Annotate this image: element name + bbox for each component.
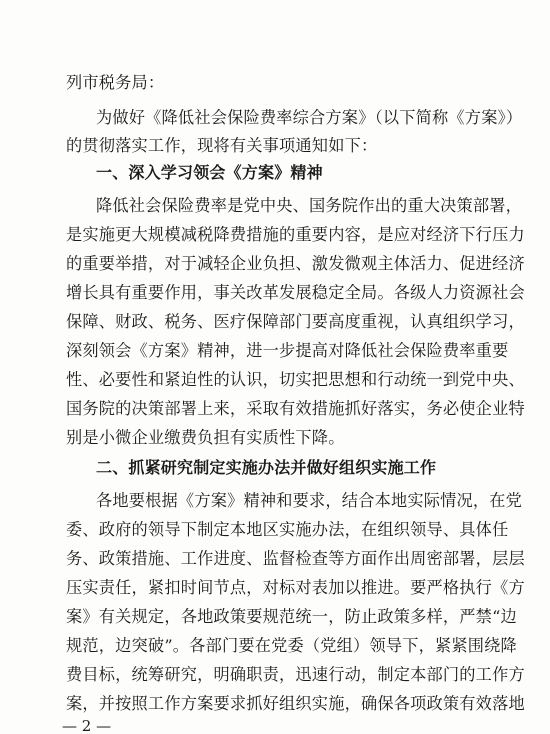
body-line: 增长具有重要作用，事关改革发展稳定全局。各级人力资源社会: [66, 283, 525, 302]
body-line: 的重要举措，对于减轻企业负担、激发微观主体活力、促进经济: [66, 254, 525, 273]
body-line: 降低社会保险费率是党中央、国务院作出的重大决策部署，: [96, 196, 523, 215]
body-line: 保障、财政、税务、医疗保障部门要高度重视，认真组织学习，: [66, 312, 525, 331]
body-line: 为做好《降低社会保险费率综合方案》（以下简称《方案》）: [96, 108, 523, 127]
body-line: 的贯彻落实工作，现将有关事项通知如下：: [66, 136, 378, 155]
body-line: 国务院的决策部署上来，采取有效措施抓好落实，务必使企业特: [66, 399, 525, 418]
body-line: 案》有关规定，各地政策要规范统一，防止政策多样，严禁“边: [66, 607, 517, 626]
body-line: 务、政策措施、工作进度、监督检查等方面作出周密部署，层层: [66, 549, 525, 568]
section-heading-1: 一、深入学习领会《方案》精神: [96, 163, 323, 182]
body-line: 别是小微企业缴费负担有实质性下降。: [66, 428, 345, 447]
addressee-line: 列市税务局：: [66, 73, 165, 92]
page-number: — 2 —: [62, 717, 112, 734]
body-line: 各地要根据《方案》精神和要求，结合本地实际情况，在党: [96, 491, 523, 510]
section-heading-2: 二、抓紧研究制定实施办法并做好组织实施工作: [96, 458, 437, 477]
body-line: 规范，边突破”。各部门要在党委（党组）领导下，紧紧围绕降: [66, 636, 517, 655]
body-line: 性、必要性和紧迫性的认识，切实把思想和行动统一到党中央、: [66, 370, 525, 389]
body-line: 费目标，统筹研究，明确职责，迅速行动，制定本部门的工作方: [66, 665, 525, 684]
body-line: 案，并按照工作方案要求抓好组织实施，确保各项政策有效落地: [66, 694, 525, 713]
body-line: 深刻领会《方案》精神，进一步提高对降低社会保险费率重要: [66, 341, 509, 360]
body-line: 是实施更大规模减税降费措施的重要内容，是应对经济下行压力: [66, 225, 525, 244]
body-line: 委、政府的领导下制定本地区实施办法，在组织领导、具体任: [66, 520, 509, 539]
body-line: 压实责任，紧扣时间节点，对标对表加以推进。要严格执行《方: [66, 578, 525, 597]
